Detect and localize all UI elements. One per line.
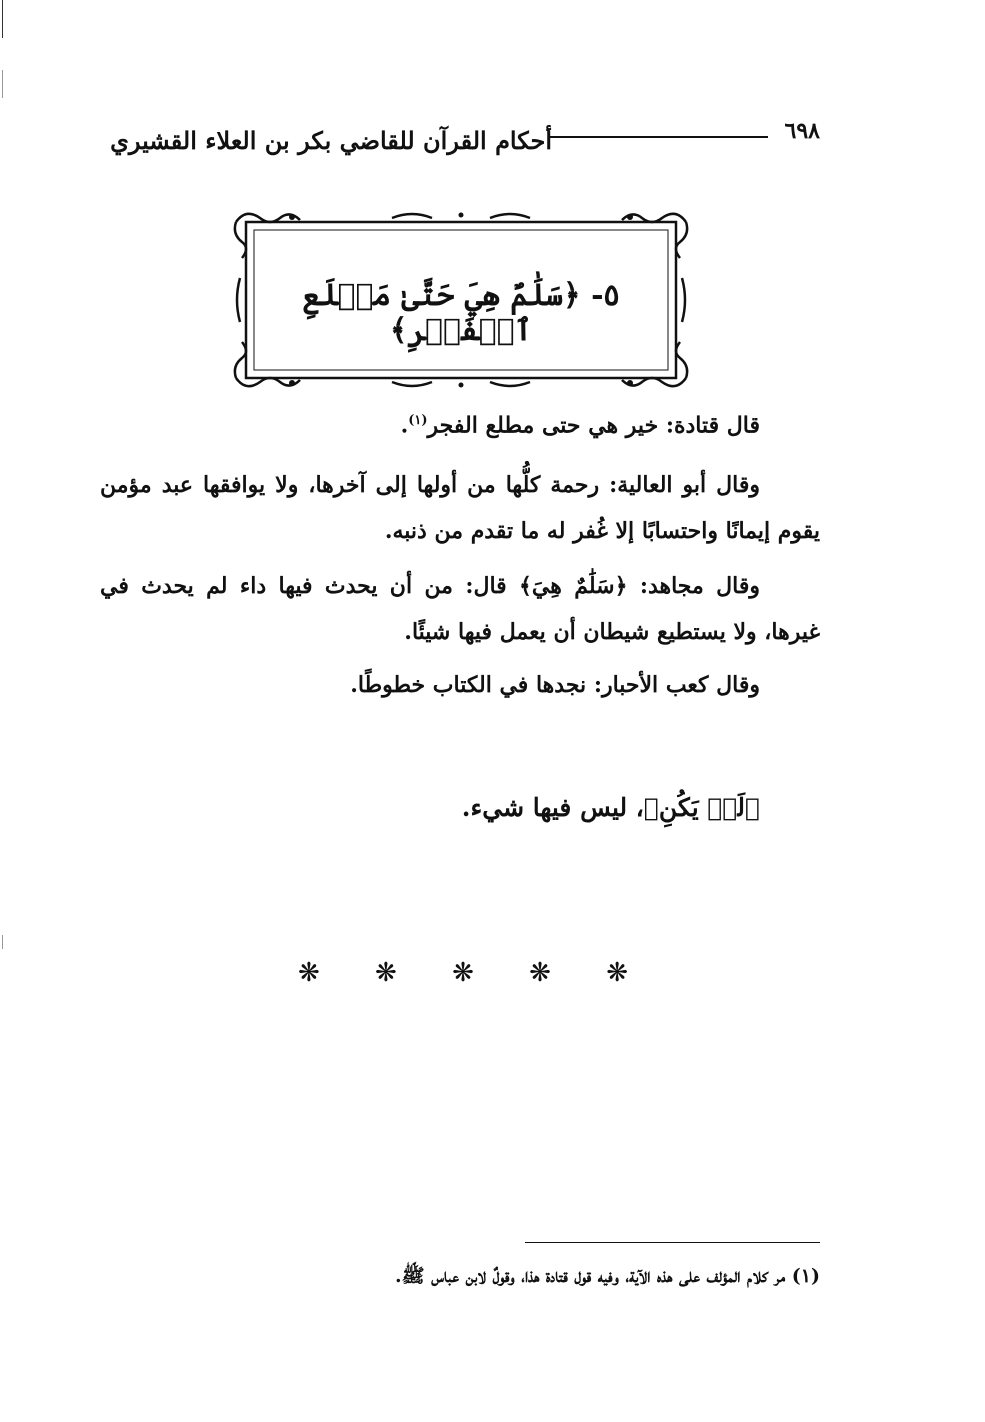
star-ornament-icon: ❋ [298,958,320,988]
paragraph-abu-aliya [100,462,820,566]
footnote-rule [525,1242,820,1243]
footnote-reference: (١) [408,413,428,428]
paragraph-text: وقال كعب الأحبار: نجدها في الكتاب خطوطًا. [350,672,760,698]
paragraph-qatada [100,398,820,460]
header-rule [548,136,768,138]
scan-edge-mark [2,70,3,98]
scan-edge-mark [2,0,3,38]
verse-note: ﴿لَمۡ يَكُنِ﴾، ليس فيها شيء. [461,793,760,822]
star-ornament-icon: ❋ [529,958,551,988]
running-title: أحكام القرآن للقاضي بكر بن العلاء القشيري [110,126,552,155]
page-header [100,118,820,168]
paragraph-text: وقال مجاهد: ﴿سَلَٰمٌ هِيَ﴾ قال: من أن يحدث فيها داء لم يحدث في غيرها، ولا يستطيع شيطان أن يعمل فيها شيئًا. [100,573,820,645]
scan-edge-mark [2,935,3,949]
paragraph-mujahid [100,563,820,667]
paragraph-end: . [400,412,409,439]
star-ornament-icon: ❋ [606,958,628,988]
verse-frame [232,208,690,392]
page-number: ٦٩٨ [784,118,820,144]
paragraph-kaab [100,662,820,720]
paragraph-text: قال قتادة: خير هي حتى مطلع الفجر [427,412,760,439]
section-separator [298,958,628,988]
verse-text: ٥- ﴿سَلَٰمٌ هِيَ حَتَّىٰ مَطۡلَعِ ٱلۡفَجۡرِ﴾ [302,278,620,348]
star-ornament-icon: ❋ [375,958,397,988]
footnote: (١) مر كلام المؤلف على هذه الآية، وفيه قول قتادة هذا، وقولٌ لابن عباس ﷺ. [395,1265,820,1287]
star-ornament-icon: ❋ [452,958,474,988]
paragraph-text: وقال أبو العالية: رحمة كلُّها من أولها إلى آخرها، ولا يوافقها عبد مؤمن يقوم إيمانًا واحتسابًا إلا غُفر له ما تقدم من ذنبه. [100,472,820,544]
